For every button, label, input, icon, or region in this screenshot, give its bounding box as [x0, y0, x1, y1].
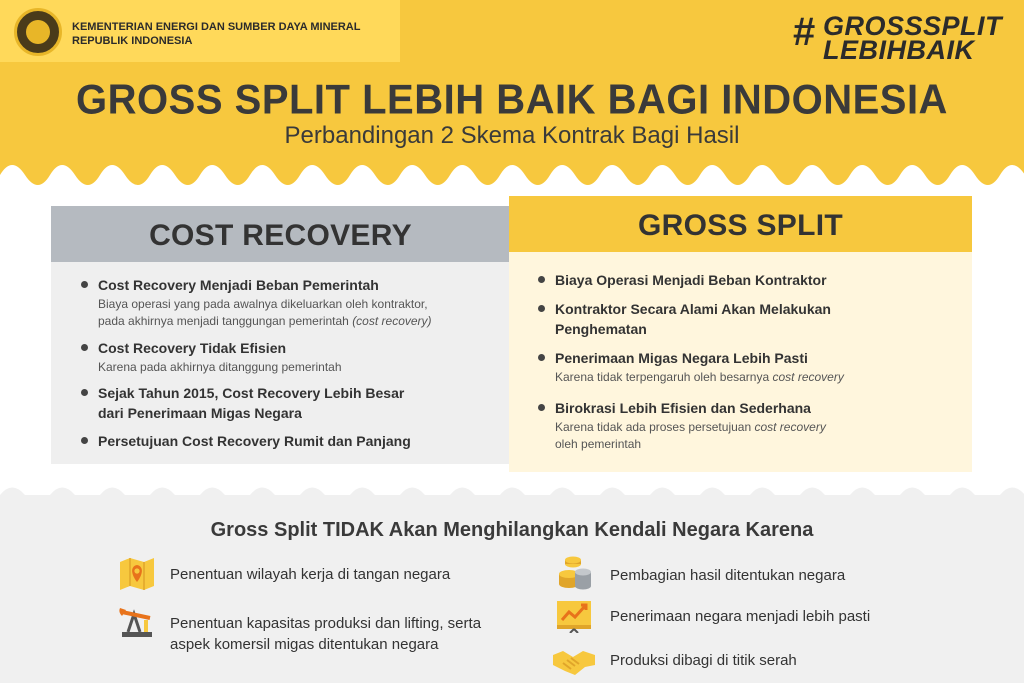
item-detail: Biaya operasi yang pada awalnya dikeluarkan oleh kontraktor, pada akhirnya menjadi tanggungan pemerintah (cost recovery) [98, 297, 432, 328]
bullet-icon [81, 389, 88, 396]
bullet-icon [81, 437, 88, 444]
hashtag-line1: GROSSSPLIT [822, 11, 1002, 41]
ministry-name-line1: KEMENTERIAN ENERGI DAN SUMBER DAYA MINERAL [72, 21, 361, 33]
item-detail: Karena tidak ada proses persetujuan cost recovery oleh pemerintah [555, 420, 826, 451]
top-wave-divider [0, 150, 1024, 200]
gross-split-header [509, 196, 972, 252]
ministry-logo-icon [14, 8, 62, 56]
map-pin-icon [118, 556, 156, 592]
gross-split-item-3: Penerimaan Migas Negara Lebih Pasti Karena tidak terpengaruh oleh besarnya cost recovery [555, 350, 844, 384]
bottom-point-wilayah: Penentuan wilayah kerja di tangan negara [170, 566, 451, 583]
bottom-wave-divider [0, 478, 1024, 512]
cost-recovery-item-2: Cost Recovery Tidak Efisien Karena pada akhirnya ditanggung pemerintah [98, 340, 342, 374]
hashtag [792, 10, 1002, 65]
cost-recovery-panel [51, 206, 510, 464]
cost-recovery-heading: COST RECOVERY [149, 219, 412, 252]
bottom-point-produksi: Produksi dibagi di titik serah [610, 652, 797, 669]
handshake-icon [553, 645, 595, 677]
page-subtitle: Perbandingan 2 Skema Kontrak Bagi Hasil [284, 122, 740, 149]
coins-icon [557, 556, 593, 592]
bullet-icon [538, 404, 545, 411]
ministry-name [72, 20, 360, 48]
bullet-icon [81, 344, 88, 351]
gross-split-item-1: Biaya Operasi Menjadi Beban Kontraktor [555, 272, 827, 288]
bottom-point-kapasitas: Penentuan kapasitas produksi dan lifting, serta aspek komersil migas ditentukan negara [170, 615, 482, 653]
cost-recovery-header [51, 206, 510, 262]
hashtag-symbol: # [792, 10, 816, 54]
bullet-icon [538, 305, 545, 312]
cost-recovery-item-4: Persetujuan Cost Recovery Rumit dan Panjang [98, 433, 411, 449]
bullet-icon [538, 354, 545, 361]
cost-recovery-item-1: Cost Recovery Menjadi Beban Pemerintah Biaya operasi yang pada awalnya dikeluarkan oleh kontraktor, pada akhirnya menjadi tanggungan pemerintah (cost recovery) [98, 277, 432, 328]
bottom-point-pembagian: Pembagian hasil ditentukan negara [610, 567, 846, 584]
ministry-name-line2: REPUBLIK INDONESIA [72, 35, 193, 47]
bullet-icon [538, 276, 545, 283]
gross-split-heading: GROSS SPLIT [638, 209, 843, 242]
bullet-icon [81, 281, 88, 288]
oil-pump-icon [118, 602, 156, 640]
page-title: GROSS SPLIT LEBIH BAIK BAGI INDONESIA [76, 76, 948, 124]
growth-chart-icon [555, 599, 593, 633]
gross-split-item-4: Birokrasi Lebih Efisien dan Sederhana Karena tidak ada proses persetujuan cost recovery oleh pemerintah [555, 400, 826, 451]
bottom-title: Gross Split TIDAK Akan Menghilangkan Kendali Negara Karena [210, 519, 814, 541]
bottom-point-penerimaan: Penerimaan negara menjadi lebih pasti [610, 608, 871, 625]
gross-split-item-2: Kontraktor Secara Alami Akan Melakukan Penghematan [555, 301, 831, 337]
cost-recovery-item-3: Sejak Tahun 2015, Cost Recovery Lebih Besar dari Penerimaan Migas Negara [98, 385, 405, 421]
item-detail: Karena tidak terpengaruh oleh besarnya cost recovery [555, 370, 844, 384]
hashtag-line2: LEBIHBAIK [822, 35, 975, 65]
